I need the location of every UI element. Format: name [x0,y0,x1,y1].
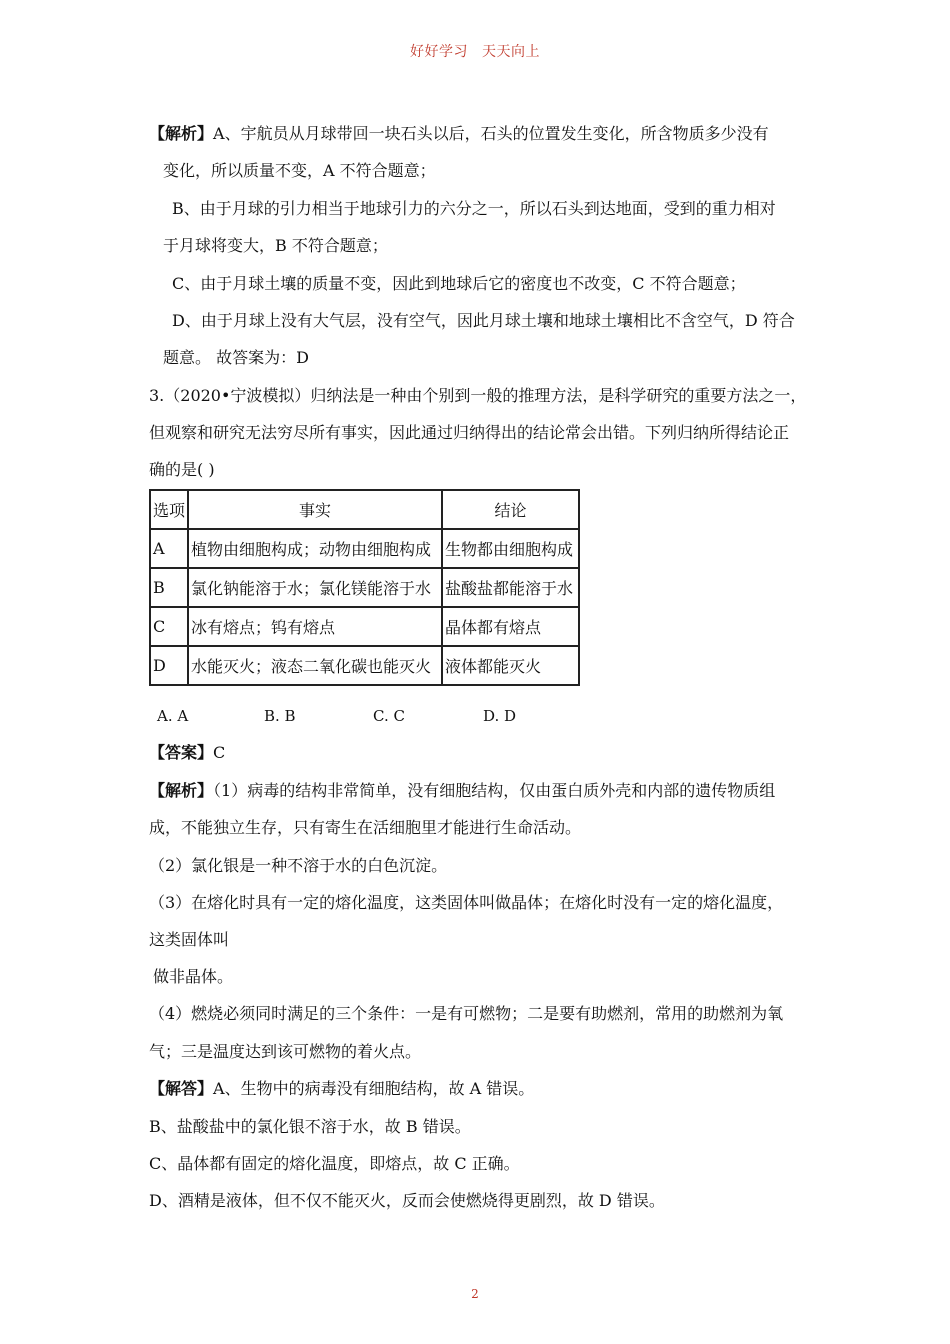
table-row [150,568,579,607]
prev-analysis-label: 【解析】 [149,124,214,143]
header-left-text: 好好学习 [410,44,468,60]
table-header-row [150,490,579,529]
solution-d-line: D、酒精是液体，但不仅不能灭火，反而会使燃烧得更剧烈，故 D 错误。 [149,1191,665,1210]
analysis-p4-line2: 气；三是温度达到该可燃物的着火点。 [149,1042,422,1061]
solution-label: 【解答】 [149,1079,214,1098]
answer-value: C [213,743,226,762]
table-cell: 植物由细胞构成；动物由细胞构成 [188,529,442,568]
option-d: D. D [483,707,517,725]
analysis-p3-line3: 做非晶体。 [153,967,234,986]
question-table [149,489,580,686]
table-header-cell: 结论 [442,490,579,529]
prev-analysis-a-text: A、宇航员从月球带回一块石头以后，石头的位置发生变化，所含物质多少没有 [213,124,769,143]
table-header-cell: 事实 [188,490,442,529]
prev-analysis-b-line1: B、由于月球的引力相当于地球引力的六分之一，所以石头到达地面，受到的重力相对 [172,199,776,218]
answer-line [149,743,225,763]
page-number: 2 [471,1287,479,1301]
table-cell: 生物都由细胞构成 [442,529,579,568]
solution-a-line [149,1079,534,1099]
prev-analysis-a-line1 [149,124,769,144]
solution-a-text: A、生物中的病毒没有细胞结构，故 A 错误。 [213,1079,535,1098]
analysis-p1-line1 [149,781,775,801]
solution-c-line: C、晶体都有固定的熔化温度，即熔点，故 C 正确。 [149,1154,520,1173]
table-cell: A [150,529,188,568]
option-c: C. C [373,707,405,725]
table-cell: 水能灭火；液态二氧化碳也能灭火 [188,646,442,685]
table-cell: 氯化钠能溶于水；氯化镁能溶于水 [188,568,442,607]
prev-analysis-a-line2: 变化，所以质量不变，A 不符合题意； [163,161,436,180]
table-header-cell: 选项 [150,490,188,529]
question-line3: 确的是( ) [149,460,215,479]
table-cell: C [150,607,188,646]
option-b: B. B [264,707,296,725]
table-cell: 液体都能灭火 [442,646,579,685]
page-header [0,41,950,61]
table-row [150,529,579,568]
table-row [150,607,579,646]
answer-label: 【答案】 [149,743,214,762]
table-cell: 盐酸盐都能溶于水 [442,568,579,607]
prev-analysis-d-line2: 题意。 故答案为：D [163,348,309,367]
prev-analysis-d-line1: D、由于月球上没有大气层，没有空气，因此月球土壤和地球土壤相比不含空气，D 符合 [172,311,795,330]
solution-b-line: B、盐酸盐中的氯化银不溶于水，故 B 错误。 [149,1117,471,1136]
analysis-p1-text: （1）病毒的结构非常简单，没有细胞结构，仅由蛋白质外壳和内部的遗传物质组 [213,781,776,800]
table-cell: 晶体都有熔点 [442,607,579,646]
analysis-p3-line2: 这类固体叫 [149,930,230,949]
analysis-p1-line2: 成，不能独立生存，只有寄生在活细胞里才能进行生命活动。 [149,818,582,837]
header-right-text: 天天向上 [482,44,540,60]
analysis-label: 【解析】 [149,781,214,800]
analysis-p3-line1: （3）在熔化时具有一定的熔化温度，这类固体叫做晶体；在熔化时没有一定的熔化温度， [149,893,784,912]
table-cell: B [150,568,188,607]
table-row [150,646,579,685]
analysis-p2: （2）氯化银是一种不溶于水的白色沉淀。 [149,856,448,875]
option-a: A. A [157,707,189,725]
table-cell: 冰有熔点；钨有熔点 [188,607,442,646]
analysis-p4-line1: （4）燃烧必须同时满足的三个条件：一是有可燃物；二是要有助燃剂，常用的助燃剂为氧 [149,1004,784,1023]
question-line2: 但观察和研究无法穷尽所有事实，因此通过归纳得出的结论常会出错。下列归纳所得结论正 [149,423,790,442]
prev-analysis-b-line2: 于月球将变大，B 不符合题意； [163,236,388,255]
question-line1: 3.（2020•宁波模拟）归纳法是一种由个别到一般的推理方法，是科学研究的重要方法之一， [149,386,807,405]
prev-analysis-c-line: C、由于月球土壤的质量不变，因此到地球后它的密度也不改变，C 不符合题意； [172,274,746,293]
table-cell: D [150,646,188,685]
